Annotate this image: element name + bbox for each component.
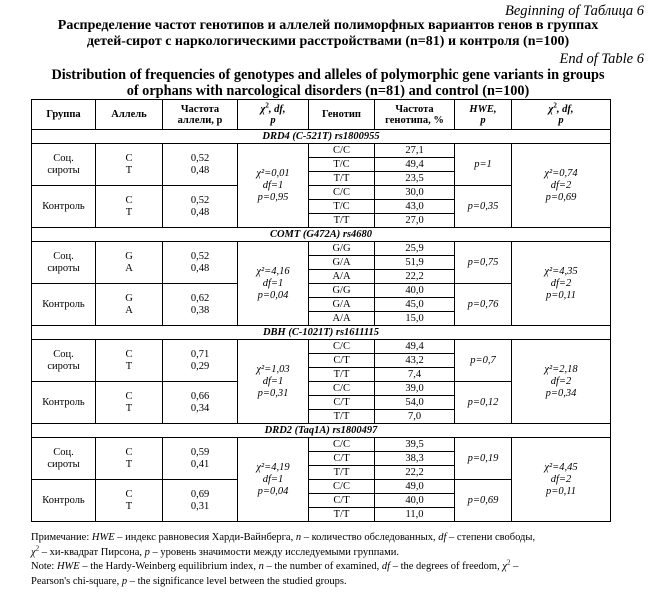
allele-cell [96, 382, 163, 424]
genotype-frequency-cell: 39,0 [375, 382, 455, 396]
chi-square-genotype-cell [512, 438, 611, 522]
genotype-frequency-cell: 39,5 [375, 438, 455, 452]
note-en [31, 560, 621, 589]
genotype-frequency-cell: 40,0 [375, 494, 455, 508]
note-en-hwe: HWE [56, 561, 80, 572]
allele-frequency-2: 0,48 [190, 206, 210, 218]
chi-square-allele-value: df=1 [262, 473, 284, 485]
chi-square-allele-value: df=1 [262, 179, 284, 191]
allele-2: A [125, 304, 133, 316]
chi-square-genotype-cell [512, 340, 611, 424]
allele-cell [96, 438, 163, 480]
chi-square-allele-value: p=0,04 [257, 485, 289, 497]
note-en-text1: – the Hardy-Weinberg equilibrium index, [79, 561, 259, 572]
note-ru-text4: – хи-квадрат Пирсона, [39, 546, 145, 558]
allele-2: T [125, 360, 133, 372]
allele-frequency-cell [163, 438, 238, 480]
genotype-frequency-cell: 23,5 [375, 172, 455, 186]
genotype-cell: T/C [309, 158, 375, 172]
genotype-frequency-cell: 45,0 [375, 298, 455, 312]
group-name-line1: Контроль [42, 200, 85, 212]
note-ru-text5: – уровень значимости между исследуемыми группами. [149, 546, 399, 558]
allele-cell [96, 242, 163, 284]
allele-1: G [125, 292, 133, 304]
chi-square-allele-value: χ²=4,16 [256, 265, 290, 277]
genotype-frequency-cell: 7,4 [375, 368, 455, 382]
allele-cell [96, 340, 163, 382]
header-group: Группа [32, 100, 96, 130]
chi-square-genotype-value: χ²=0,74 [544, 167, 578, 179]
genotype-cell: C/T [309, 396, 375, 410]
hwe-cell: p=0,35 [455, 186, 512, 228]
header-hwe-line1: HWE, [469, 103, 497, 115]
genotype-frequency-cell: 51,9 [375, 256, 455, 270]
note-ru-text2: – количество обследованных, [301, 532, 439, 543]
genotype-cell: T/T [309, 368, 375, 382]
chi-square-allele-value: df=1 [262, 277, 284, 289]
genotype-frequency-cell: 49,4 [375, 158, 455, 172]
hwe-cell: p=0,12 [455, 382, 512, 424]
group-name-line1: Соц. [53, 348, 74, 360]
allele-1: C [125, 488, 133, 500]
genotype-frequency-cell: 49,0 [375, 480, 455, 494]
header-chi-allele-sup: 2 [265, 101, 269, 109]
header-chi-genotype-df: , df, [556, 103, 574, 115]
continuation-label-ru: Beginning of Таблица 6 [505, 3, 644, 19]
allele-cell [96, 480, 163, 522]
genotype-frequency-cell: 49,4 [375, 340, 455, 354]
allele-frequency-2: 0,31 [190, 500, 210, 512]
genotype-cell: C/T [309, 452, 375, 466]
note-ru-text1: – индекс равновесия Харди-Вайнберга, [114, 532, 296, 543]
header-allele-frequency-line1: Частота [180, 103, 220, 115]
allele-2: T [125, 458, 133, 470]
note-ru-label: Примечание: [31, 532, 92, 543]
allele-frequency-2: 0,48 [190, 164, 210, 176]
genotype-frequency-cell: 43,0 [375, 200, 455, 214]
genotype-cell: C/C [309, 480, 375, 494]
allele-frequency-1: 0,52 [190, 250, 210, 262]
chi-square-allele-value: p=0,95 [257, 191, 289, 203]
table-row [32, 340, 611, 354]
header-hwe-line2: p [480, 114, 486, 126]
table-title-en [14, 67, 642, 99]
header-chi-genotype [512, 100, 611, 130]
genotype-cell: C/T [309, 494, 375, 508]
gene-header-row [32, 326, 611, 340]
allele-frequency-cell [163, 242, 238, 284]
group-cell [32, 284, 96, 326]
note-en-text6: – the significance level between the studied groups. [127, 575, 347, 587]
chi-square-allele-value: p=0,04 [257, 289, 289, 301]
note-en-df: df [381, 561, 391, 572]
chi-square-genotype-value: p=0,11 [546, 289, 576, 301]
note-en-p: p [121, 575, 128, 587]
table-row [32, 438, 611, 452]
note-en-text4: – [510, 561, 519, 572]
chi-square-genotype-value: df=2 [550, 179, 572, 191]
hwe-cell: p=0,7 [455, 340, 512, 382]
chi-square-genotype-value: χ²=2,18 [544, 363, 578, 375]
allele-frequency-cell [163, 340, 238, 382]
allele-frequency-cell [163, 186, 238, 228]
allele-frequency-2: 0,38 [190, 304, 210, 316]
header-allele: Аллель [96, 100, 163, 130]
chi-square-genotype-value: χ²=4,35 [544, 265, 578, 277]
genotype-cell: C/T [309, 354, 375, 368]
allele-frequency-2: 0,29 [190, 360, 210, 372]
group-cell [32, 382, 96, 424]
allele-frequency-1: 0,52 [190, 194, 210, 206]
note-en-chi-sup: 2 [506, 558, 511, 567]
hwe-cell: p=0,69 [455, 480, 512, 522]
genotype-frequency-cell: 40,0 [375, 284, 455, 298]
group-cell [32, 242, 96, 284]
chi-square-genotype-cell [512, 144, 611, 228]
chi-square-genotype-value: df=2 [550, 473, 572, 485]
allele-frequency-cell [163, 480, 238, 522]
chi-square-allele-cell [238, 438, 309, 522]
allele-2: T [125, 164, 133, 176]
allele-frequency-1: 0,59 [190, 446, 210, 458]
gene-name: DRD2 (Taq1A) rs1800497 [32, 424, 611, 438]
header-chi-allele-df: , df, [268, 103, 286, 115]
allele-1: C [125, 152, 133, 164]
genotype-frequency-cell: 43,2 [375, 354, 455, 368]
table-title-en-line2: of orphans with narcological disorders (n=81) and control (n=100) [126, 83, 530, 99]
chi-square-allele-value: p=0,31 [257, 387, 289, 399]
genotype-cell: T/C [309, 200, 375, 214]
header-chi-genotype-p: p [558, 114, 564, 126]
allele-cell [96, 284, 163, 326]
genotype-cell: G/A [309, 298, 375, 312]
note-ru-chi-sup: 2 [35, 544, 40, 552]
group-cell [32, 144, 96, 186]
chi-square-allele-cell [238, 340, 309, 424]
allele-2: T [125, 402, 133, 414]
group-cell [32, 480, 96, 522]
genotype-frequency-cell: 11,0 [375, 508, 455, 522]
genotype-cell: T/T [309, 214, 375, 228]
genotype-cell: C/C [309, 340, 375, 354]
note-en-text5: Pearson's chi-square, [31, 575, 122, 587]
note-ru-text3: – степени свободы, [446, 532, 536, 543]
chi-square-genotype-value: p=0,11 [546, 485, 576, 497]
group-name-line2: сироты [47, 164, 80, 176]
chi-square-genotype-value: p=0,34 [545, 387, 577, 399]
group-cell [32, 186, 96, 228]
note-en-label: Note: [31, 561, 57, 572]
allele-cell [96, 144, 163, 186]
allele-frequency-cell [163, 284, 238, 326]
genotype-cell: C/C [309, 382, 375, 396]
allele-frequency-1: 0,66 [190, 390, 210, 402]
header-hwe [455, 100, 512, 130]
group-name-line2: сироты [47, 262, 80, 274]
allele-1: C [125, 348, 133, 360]
chi-square-allele-value: χ²=0,01 [256, 167, 290, 179]
header-genotype-frequency [375, 100, 455, 130]
note-ru [31, 531, 621, 560]
genotype-cell: A/A [309, 270, 375, 284]
chi-square-allele-cell [238, 144, 309, 228]
hwe-cell: p=0,19 [455, 438, 512, 480]
genotype-frequency-cell: 27,0 [375, 214, 455, 228]
allele-1: C [125, 446, 133, 458]
chi-square-genotype-value: χ²=4,45 [544, 461, 578, 473]
header-allele-frequency-line2: аллели, р [177, 114, 223, 126]
allele-2: T [125, 206, 133, 218]
header-genotype: Генотип [309, 100, 375, 130]
gene-name: DRD4 (C-521T) rs1800955 [32, 130, 611, 144]
genotype-cell: C/C [309, 144, 375, 158]
group-name-line1: Соц. [53, 250, 74, 262]
chi-square-genotype-value: df=2 [550, 277, 572, 289]
group-cell [32, 438, 96, 480]
genotype-table [31, 99, 611, 522]
allele-frequency-cell [163, 144, 238, 186]
table-title-ru-line2: детей-сирот с наркологическими расстройствами (n=81) и контроля (n=100) [86, 34, 570, 49]
note-ru-n: n [295, 532, 302, 543]
genotype-frequency-cell: 54,0 [375, 396, 455, 410]
note-ru-df: df [438, 532, 447, 543]
header-allele-frequency [163, 100, 238, 130]
chi-square-genotype-value: p=0,69 [545, 191, 577, 203]
header-chi-allele-symbol: χ [260, 103, 266, 115]
allele-frequency-2: 0,34 [190, 402, 210, 414]
chi-square-genotype-cell [512, 242, 611, 326]
table-row [32, 242, 611, 256]
genotype-frequency-cell: 27,1 [375, 144, 455, 158]
header-row [32, 100, 611, 130]
hwe-cell: p=0,75 [455, 242, 512, 284]
allele-frequency-cell [163, 382, 238, 424]
hwe-cell: p=0,76 [455, 284, 512, 326]
chi-square-allele-cell [238, 242, 309, 326]
gene-name: COMT (G472A) rs4680 [32, 228, 611, 242]
allele-1: C [125, 390, 133, 402]
group-name-line1: Соц. [53, 152, 74, 164]
note-en-text2: – the number of examined, [263, 561, 382, 572]
group-name-line1: Контроль [42, 298, 85, 310]
allele-2: T [125, 500, 133, 512]
gene-header-row [32, 424, 611, 438]
genotype-cell: C/C [309, 186, 375, 200]
genotype-frequency-cell: 38,3 [375, 452, 455, 466]
chi-square-allele-value: χ²=4,19 [256, 461, 290, 473]
genotype-cell: G/A [309, 256, 375, 270]
group-name-line1: Контроль [42, 396, 85, 408]
continuation-label-en: End of Table 6 [559, 51, 644, 67]
genotype-frequency-cell: 15,0 [375, 312, 455, 326]
allele-cell [96, 186, 163, 228]
table-title-ru-line1: Распределение частот генотипов и аллелей полиморфных вариантов генов в группах [57, 18, 599, 33]
genotype-frequency-cell: 30,0 [375, 186, 455, 200]
genotype-cell: T/T [309, 508, 375, 522]
genotype-cell: A/A [309, 312, 375, 326]
genotype-cell: T/T [309, 410, 375, 424]
note-en-chi: χ [502, 561, 507, 572]
allele-1: G [125, 250, 133, 262]
allele-frequency-2: 0,41 [190, 458, 210, 470]
group-name-line1: Соц. [53, 446, 74, 458]
genotype-cell: G/G [309, 284, 375, 298]
gene-header-row [32, 130, 611, 144]
header-chi-genotype-sup: 2 [553, 101, 557, 109]
genotype-cell: C/C [309, 438, 375, 452]
chi-square-allele-value: χ²=1,03 [256, 363, 290, 375]
table-title-en-line1: Distribution of frequencies of genotypes and alleles of polymorphic gene variants in groups [51, 67, 605, 83]
note-ru-p: p [144, 546, 150, 558]
genotype-frequency-cell: 22,2 [375, 270, 455, 284]
hwe-cell: p=1 [455, 144, 512, 186]
note-en-n: n [258, 561, 264, 572]
genotype-frequency-cell: 22,2 [375, 466, 455, 480]
note-ru-hwe: HWE [91, 532, 115, 543]
table-row [32, 144, 611, 158]
genotype-cell: T/T [309, 466, 375, 480]
genotype-frequency-cell: 7,0 [375, 410, 455, 424]
header-chi-genotype-symbol: χ [548, 103, 554, 115]
header-chi-allele [238, 100, 309, 130]
group-cell [32, 340, 96, 382]
allele-1: C [125, 194, 133, 206]
header-genotype-frequency-line2: генотипа, % [385, 114, 444, 126]
note-ru-chi: χ [31, 546, 36, 558]
allele-frequency-1: 0,62 [190, 292, 210, 304]
allele-frequency-1: 0,69 [190, 488, 210, 500]
header-chi-allele-p: p [270, 114, 276, 126]
genotype-cell: T/T [309, 172, 375, 186]
allele-frequency-1: 0,52 [190, 152, 210, 164]
note-en-text3: – the degrees of freedom, [390, 561, 503, 572]
chi-square-genotype-value: df=2 [550, 375, 572, 387]
genotype-cell: G/G [309, 242, 375, 256]
header-genotype-frequency-line1: Частота [395, 103, 434, 115]
genotype-frequency-cell: 25,9 [375, 242, 455, 256]
allele-frequency-1: 0,71 [190, 348, 210, 360]
allele-2: A [125, 262, 133, 274]
table-title-ru [14, 18, 642, 50]
group-name-line2: сироты [47, 360, 80, 372]
chi-square-allele-value: df=1 [262, 375, 284, 387]
group-name-line1: Контроль [42, 494, 85, 506]
gene-name: DBH (C-1021T) rs1611115 [32, 326, 611, 340]
gene-header-row [32, 228, 611, 242]
group-name-line2: сироты [47, 458, 80, 470]
allele-frequency-2: 0,48 [190, 262, 210, 274]
